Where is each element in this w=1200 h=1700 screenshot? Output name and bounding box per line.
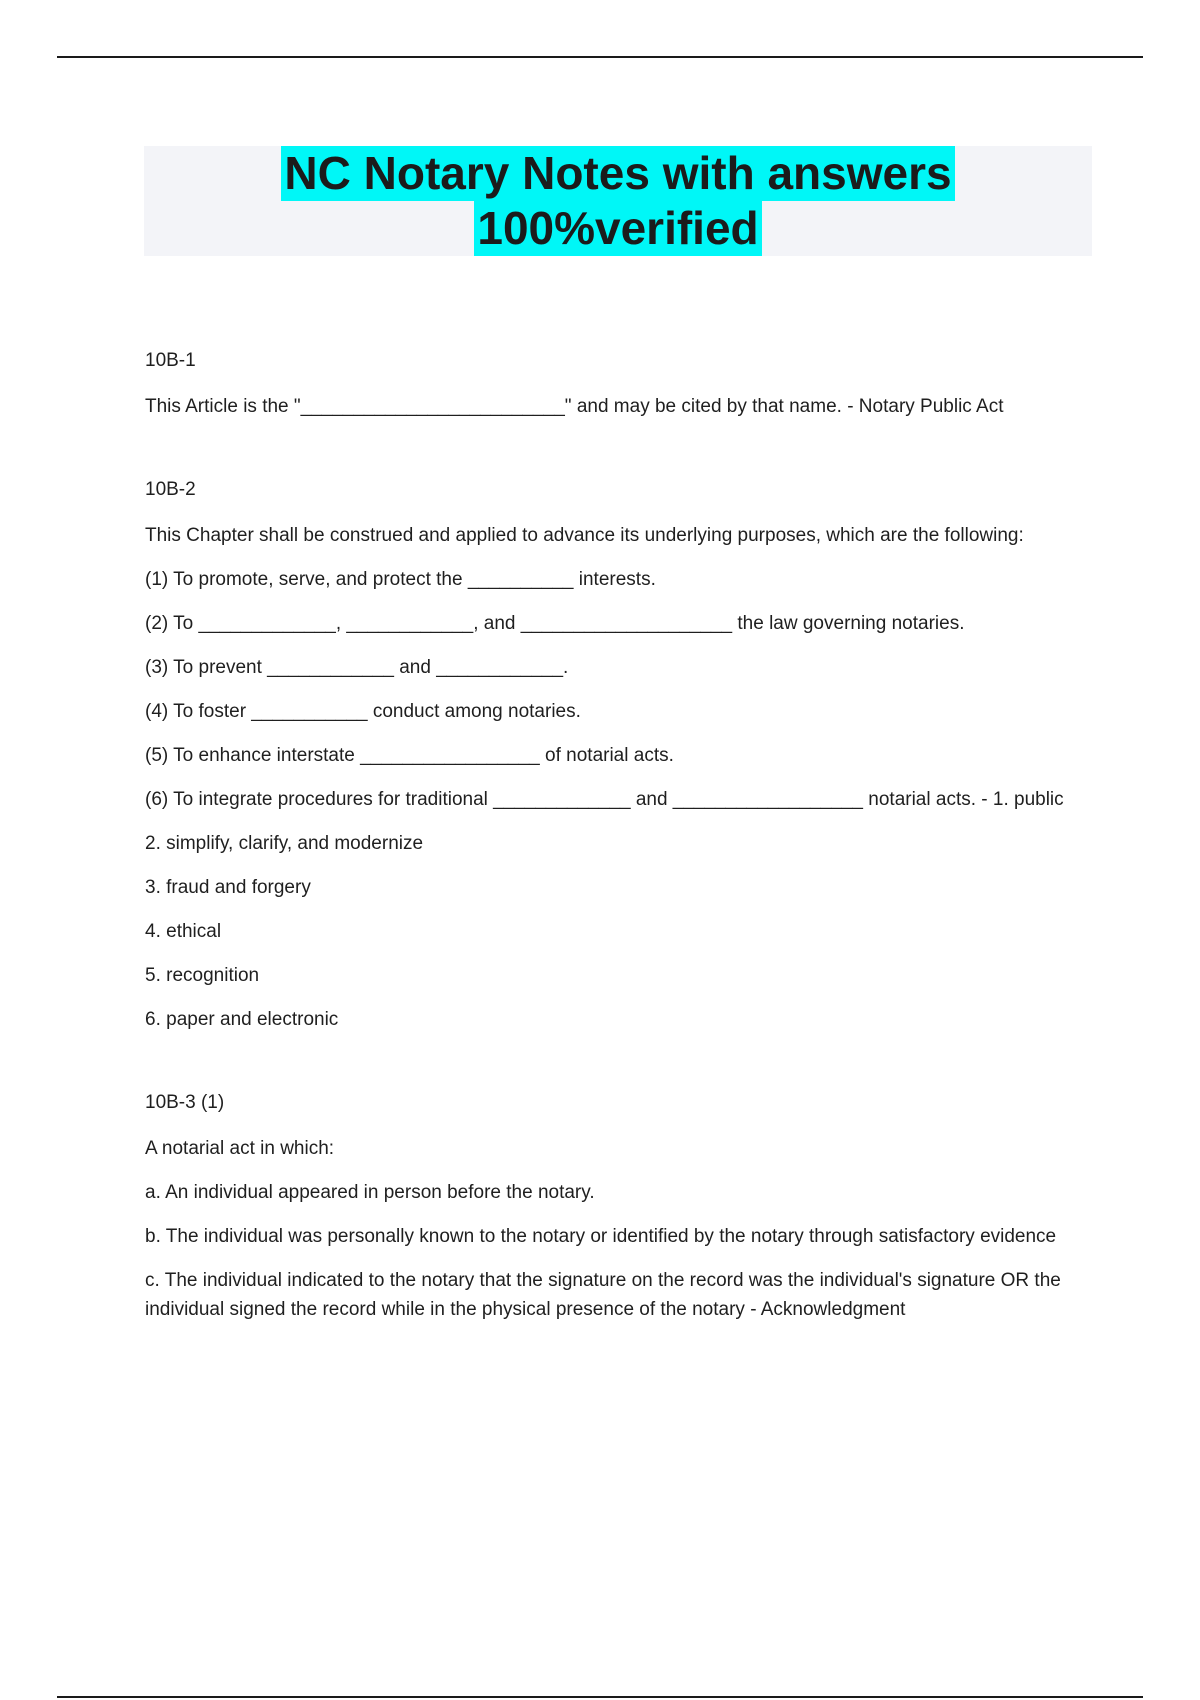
section-heading: 10B-2	[145, 479, 196, 500]
page-title-line-2: 100%verified	[474, 201, 761, 256]
paragraph: (1) To promote, serve, and protect the __________ interests.	[145, 569, 656, 590]
paragraph: This Article is the "_________________________" and may be cited by that name. - Notary Public Act	[145, 396, 1004, 417]
paragraph: (4) To foster ___________ conduct among notaries.	[145, 701, 581, 722]
paragraph: This Chapter shall be construed and applied to advance its underlying purposes, which are the following:	[145, 525, 1024, 546]
paragraph: a. An individual appeared in person before the notary.	[145, 1182, 595, 1203]
bottom-rule	[57, 1696, 1143, 1698]
top-rule	[57, 56, 1143, 58]
paragraph: 2. simplify, clarify, and modernize	[145, 833, 424, 854]
section-heading: 10B-3 (1)	[145, 1092, 225, 1113]
title-banner	[144, 146, 1092, 256]
paragraph: 3. fraud and forgery	[145, 877, 311, 898]
paragraph: (2) To _____________, ____________, and ____________________ the law governing notaries.	[145, 613, 965, 634]
page-title-line-1: NC Notary Notes with answers	[281, 146, 954, 201]
paragraph: c. The individual indicated to the notary that the signature on the record was the individual's signature OR the individual signed the record while in the physical presence of the notary - Acknowledgment	[145, 1270, 1061, 1320]
section-heading: 10B-1	[145, 350, 196, 371]
document-body	[145, 346, 1095, 1339]
paragraph: 5. recognition	[145, 965, 260, 986]
paragraph: 6. paper and electronic	[145, 1009, 339, 1030]
paragraph: (3) To prevent ____________ and ____________.	[145, 657, 569, 678]
paragraph: (5) To enhance interstate _________________ of notarial acts.	[145, 745, 674, 766]
paragraph: 4. ethical	[145, 921, 222, 942]
paragraph: (6) To integrate procedures for traditional _____________ and __________________ notarial acts. - 1. public	[145, 789, 1064, 810]
paragraph: b. The individual was personally known to the notary or identified by the notary through satisfactory evidence	[145, 1226, 1057, 1247]
paragraph: A notarial act in which:	[145, 1138, 335, 1159]
